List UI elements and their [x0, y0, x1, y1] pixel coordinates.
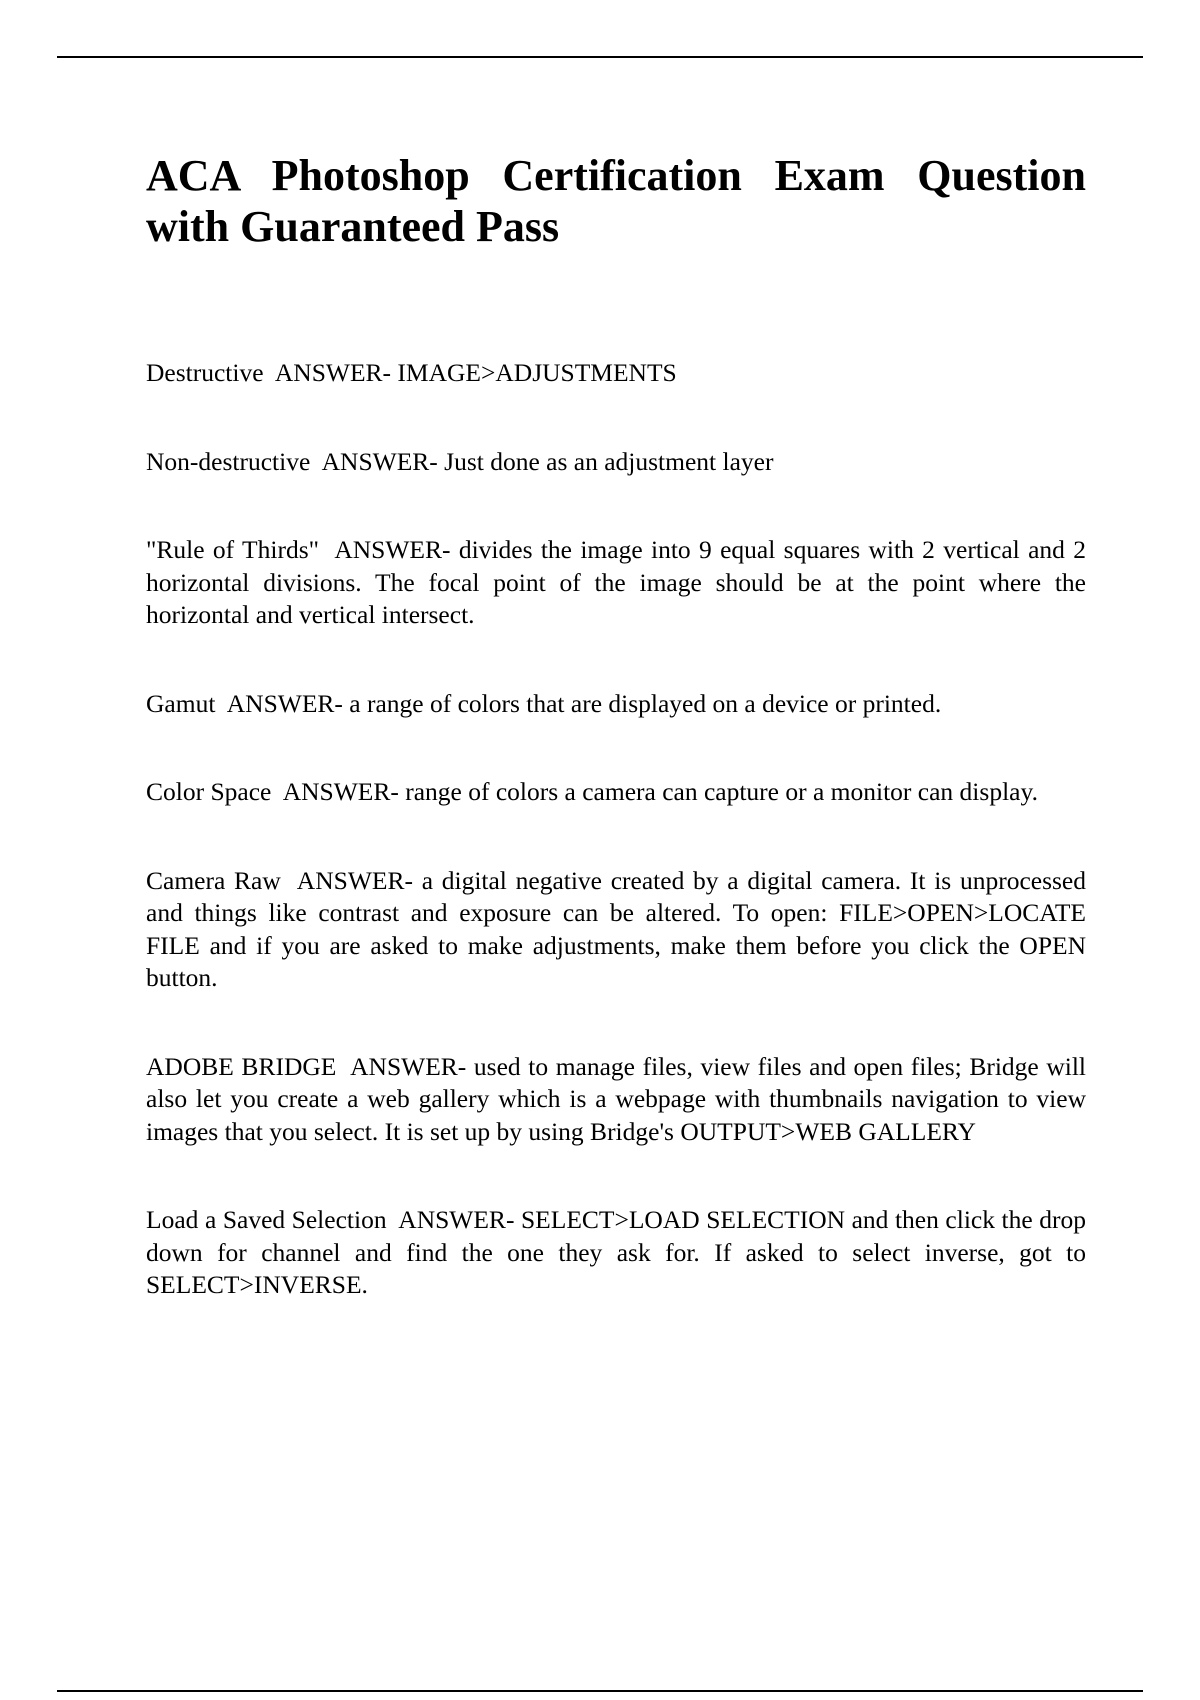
qa-item-destructive: Destructive ANSWER- IMAGE>ADJUSTMENTS — [146, 358, 677, 387]
qa-item-non-destructive: Non-destructive ANSWER- Just done as an adjustment layer — [146, 446, 774, 476]
document-body — [146, 150, 1093, 1358]
qa-item-rule-of-thirds: "Rule of Thirds" ANSWER- divides the image into 9 equal squares with 2 vertical and 2 horizontal divisions. The focal point of the image should be at the point where the horizontal and vertical intersect. — [146, 535, 1093, 629]
qa-item-color-space: Color Space ANSWER- range of colors a camera can capture or a monitor can display. — [146, 777, 1038, 806]
qa-item-camera-raw: Camera Raw ANSWER- a digital negative created by a digital camera. It is unprocessed and things like contrast and exposure can be altered. To open: FILE>OPEN>LOCATE FILE and if you are asked to make adjustments, make them before you click the OPEN button. — [146, 865, 1093, 992]
footer-rule — [57, 1690, 1143, 1692]
qa-item-adobe-bridge: ADOBE BRIDGE ANSWER- used to manage files, view files and open files; Bridge will also let you create a web gallery which is a webpage with thumbnails navigation to view images that you select. It is set up by using Bridge's OUTPUT>WEB GALLERY — [146, 1051, 1093, 1146]
qa-item-load-saved-selection: Load a Saved Selection ANSWER- SELECT>LOAD SELECTION and then click the drop down for channel and find the one they ask for. If asked to select inverse, got to SELECT>INVERSE. — [146, 1205, 1093, 1299]
document-title: ACA Photoshop Certification Exam Question with Guaranteed Pass — [146, 151, 1086, 251]
qa-list — [146, 357, 1093, 1302]
qa-item-gamut: Gamut ANSWER- a range of colors that are displayed on a device or printed. — [146, 688, 942, 718]
header-rule — [57, 56, 1143, 58]
